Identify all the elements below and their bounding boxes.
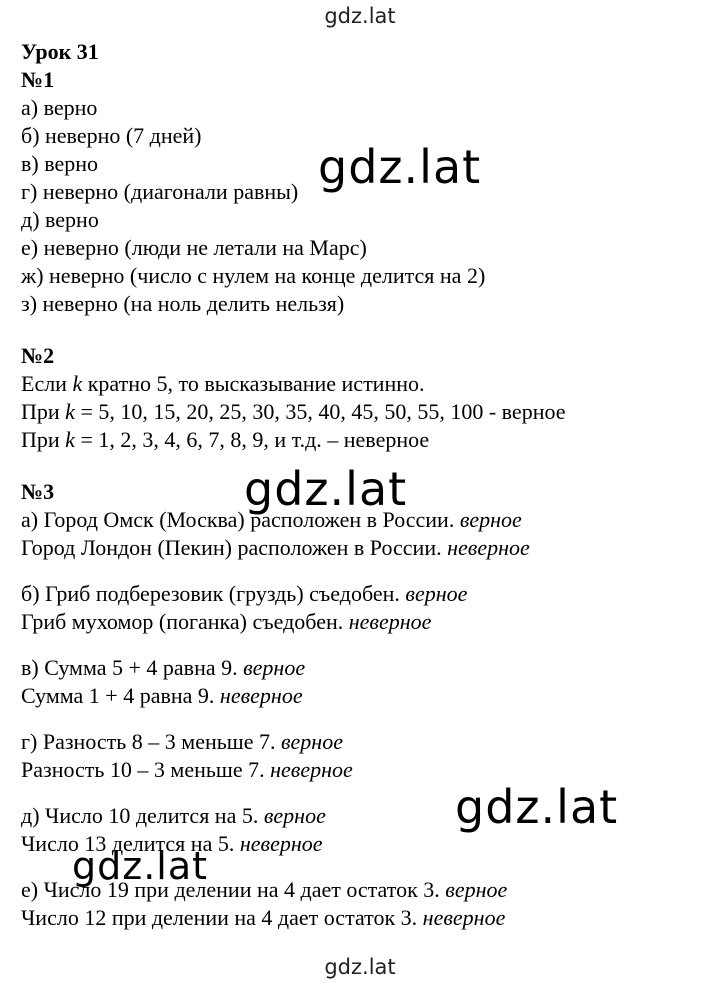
statement-text: е) Число 19 при делении на 4 дает остаток 3. — [21, 877, 446, 902]
verdict-label: неверное — [447, 535, 530, 560]
statement-text: в) Сумма 5 + 4 равна 9. — [21, 655, 244, 680]
verdict-label: верное — [445, 877, 508, 902]
task1-item: д) верно — [21, 207, 99, 232]
task2-line — [21, 370, 711, 398]
watermark-bottom: gdz.lat — [324, 955, 396, 979]
watermark-large: gdz.lat — [244, 462, 408, 516]
text-part: При — [21, 399, 66, 424]
task3-heading: №3 — [21, 479, 55, 504]
task2-line — [21, 426, 711, 454]
task1-item: в) верно — [21, 151, 99, 176]
statement-text: Гриб мухомор (поганка) съедобен. — [21, 609, 349, 634]
verdict-label: неверное — [422, 905, 506, 930]
task3-statement-true — [21, 728, 711, 756]
text-part: Если — [21, 371, 73, 396]
text-part: = 1, 2, 3, 4, 6, 7, 8, 9, и т.д. – неверное — [74, 427, 430, 452]
variable-k: k — [65, 399, 75, 424]
statement-text: а) Город Омск (Москва) расположен в России. — [21, 507, 460, 532]
verdict-label: неверное — [270, 757, 353, 782]
task1-heading: №1 — [21, 67, 55, 92]
variable-k: k — [72, 371, 83, 396]
lesson-title: Урок 31 — [21, 39, 99, 64]
task2-line — [21, 398, 711, 426]
watermark-large: gdz.lat — [318, 140, 482, 194]
watermark-large: gdz.lat — [455, 780, 619, 834]
statement-text: Город Лондон (Пекин) расположен в России. — [21, 535, 448, 560]
task3-statement-false — [21, 682, 711, 710]
verdict-label: неверное — [348, 609, 432, 634]
statement-text: Сумма 1 + 4 равна 9. — [21, 683, 220, 708]
task3-statement-false — [21, 904, 711, 932]
statement-text: г) Разность 8 – 3 меньше 7. — [21, 729, 281, 754]
task1-item: ж) неверно (число с нулем на конце делится на 2) — [21, 263, 486, 288]
variable-k: k — [65, 427, 75, 452]
task1-item: з) неверно (на ноль делить нельзя) — [21, 291, 345, 316]
text-part: = 5, 10, 15, 20, 25, 30, 35, 40, 45, 50, 55, 100 - верное — [74, 399, 566, 424]
statement-text: Число 13 делится на 5. — [21, 831, 240, 856]
verdict-label: верное — [459, 507, 522, 532]
text-part: При — [21, 427, 66, 452]
watermark-top: gdz.lat — [324, 4, 396, 28]
statement-text: б) Гриб подберезовик (груздь) съедобен. — [21, 581, 406, 606]
verdict-label: верное — [405, 581, 468, 606]
verdict-label: неверное — [239, 831, 323, 856]
statement-text: д) Число 10 делится на 5. — [21, 803, 264, 828]
task3-statement-false — [21, 608, 711, 636]
task2-heading: №2 — [21, 343, 55, 368]
verdict-label: верное — [280, 729, 343, 754]
task1-item: е) неверно (люди не летали на Марс) — [21, 235, 367, 260]
watermark-large: gdz.lat — [72, 844, 209, 888]
task1-item: б) неверно (7 дней) — [21, 123, 202, 148]
task3-statement-true — [21, 580, 711, 608]
verdict-label: верное — [243, 655, 306, 680]
text-part: кратно 5, то высказывание истинно. — [82, 371, 425, 396]
task1-item: г) неверно (диагонали равны) — [21, 179, 299, 204]
task1-item: а) верно — [21, 95, 98, 120]
verdict-label: неверное — [219, 683, 303, 708]
statement-text: Разность 10 – 3 меньше 7. — [21, 757, 271, 782]
task3-statement-false — [21, 534, 711, 562]
task3-statement-true — [21, 654, 711, 682]
statement-text: Число 12 при делении на 4 дает остаток 3. — [21, 905, 423, 930]
verdict-label: верное — [263, 803, 326, 828]
